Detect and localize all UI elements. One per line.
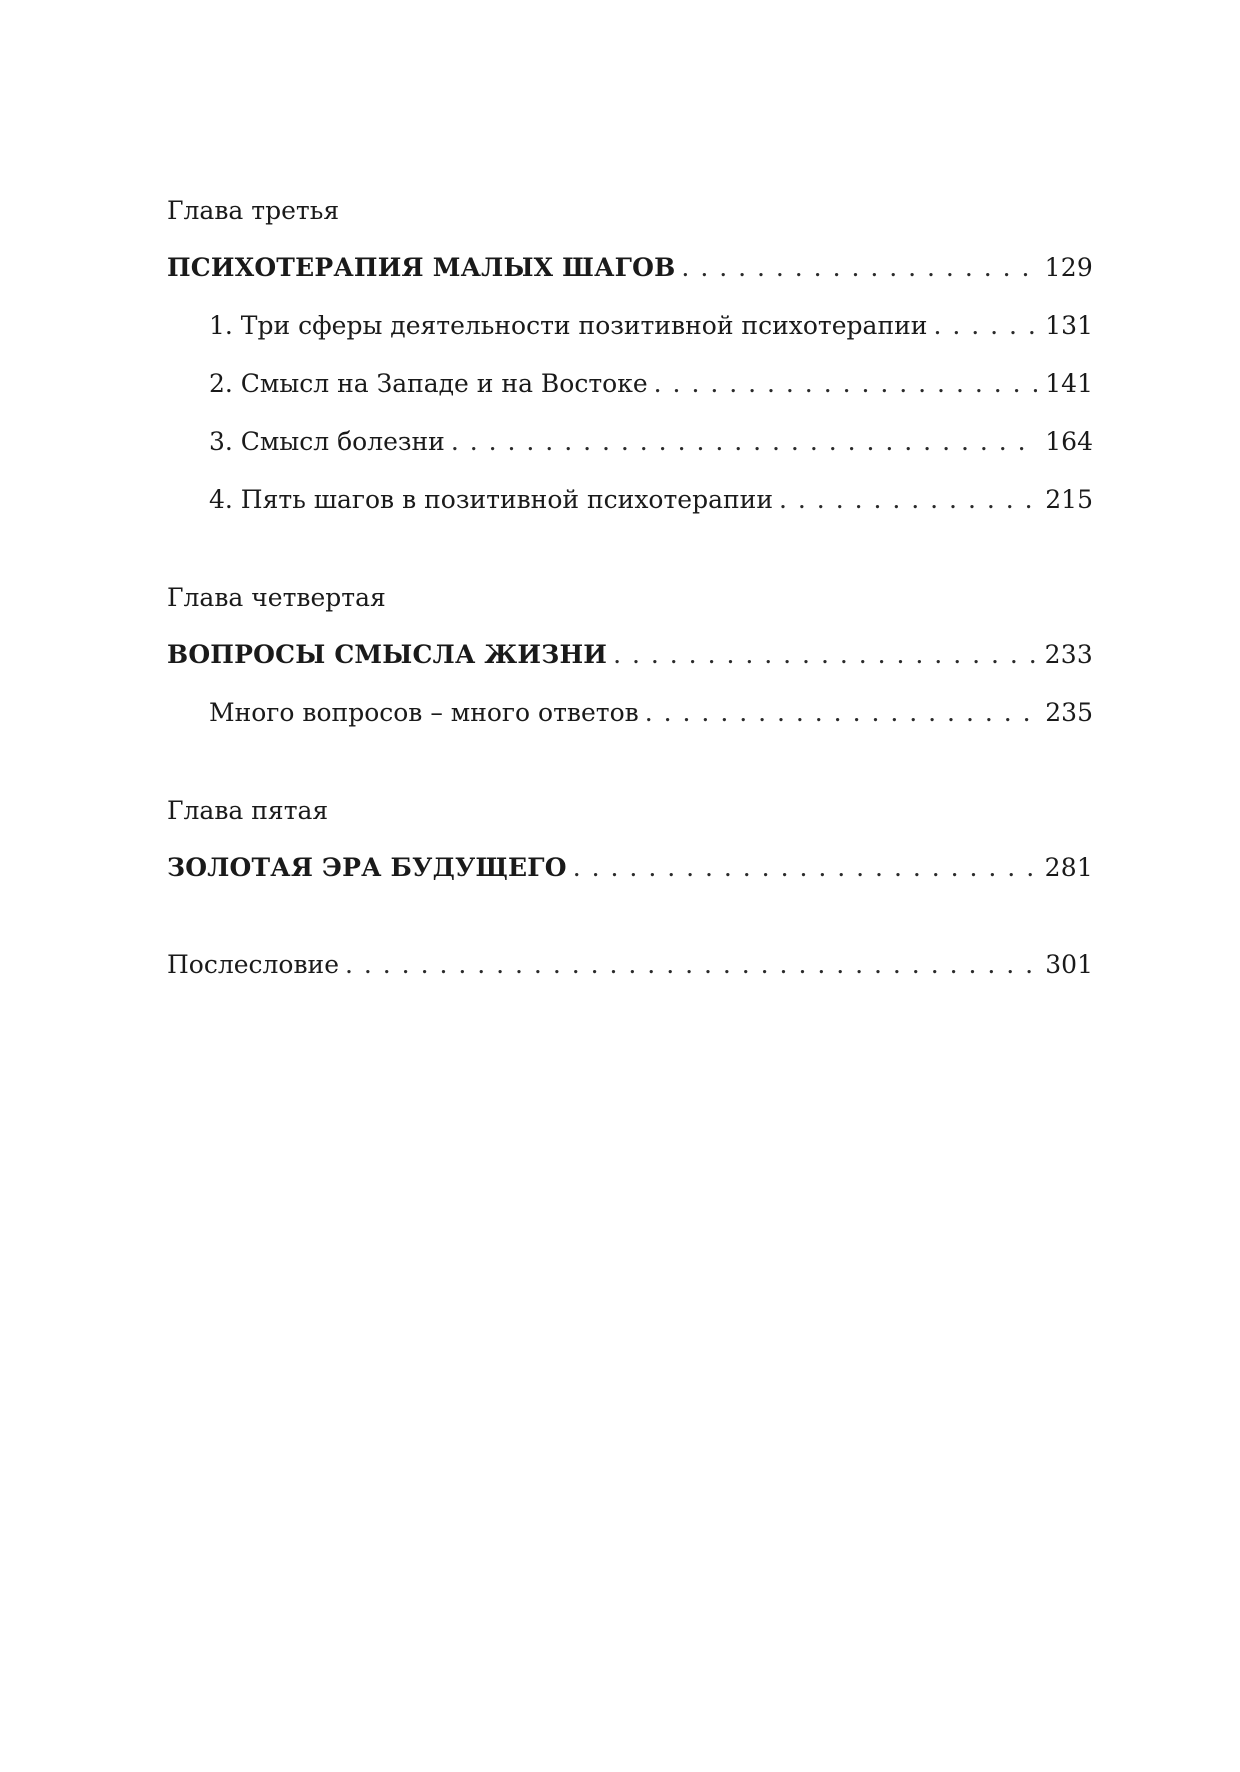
dot-leader xyxy=(645,698,1038,728)
section-title: Много вопросов – много ответов xyxy=(209,698,639,727)
page-number: 235 xyxy=(1045,698,1093,727)
dot-leader xyxy=(681,253,1036,283)
page-number: 281 xyxy=(1044,853,1093,882)
table-of-contents xyxy=(167,196,1093,980)
chapter-title-entry[interactable] xyxy=(167,253,1093,283)
section-entry[interactable] xyxy=(167,698,1093,728)
dot-leader xyxy=(654,369,1038,399)
chapter-title: ВОПРОСЫ СМЫСЛА ЖИЗНИ xyxy=(167,640,608,669)
section-title: 1. Три сферы деятельности позитивной психотерапии xyxy=(209,311,928,340)
section-entry[interactable] xyxy=(167,485,1093,515)
chapter-five xyxy=(167,796,1093,883)
dot-leader xyxy=(345,950,1037,980)
afterword-block xyxy=(167,950,1093,980)
chapter-title-entry[interactable] xyxy=(167,640,1093,670)
dot-leader xyxy=(613,640,1037,670)
section-title: 3. Смысл болезни xyxy=(209,427,445,456)
afterword-entry[interactable] xyxy=(167,950,1093,980)
chapter-title: ПСИХОТЕРАПИЯ МАЛЫХ ШАГОВ xyxy=(167,253,676,282)
page-number: 233 xyxy=(1044,640,1093,669)
chapter-title-entry[interactable] xyxy=(167,853,1093,883)
chapter-label: Глава пятая xyxy=(167,796,329,825)
chapter-title: ЗОЛОТАЯ ЭРА БУДУЩЕГО xyxy=(167,853,567,882)
page-number: 301 xyxy=(1045,950,1093,979)
dot-leader xyxy=(573,853,1037,883)
chapter-three xyxy=(167,196,1093,515)
dot-leader xyxy=(933,311,1037,341)
chapter-label: Глава четвертая xyxy=(167,583,386,612)
section-title: 4. Пять шагов в позитивной психотерапии xyxy=(209,485,774,514)
section-entry[interactable] xyxy=(167,427,1093,457)
section-title: 2. Смысл на Западе и на Востоке xyxy=(209,369,648,398)
page-number: 131 xyxy=(1045,311,1093,340)
page-number: 215 xyxy=(1045,485,1093,514)
dot-leader xyxy=(451,427,1037,457)
afterword-title: Послесловие xyxy=(167,950,339,979)
page-number: 141 xyxy=(1045,369,1093,398)
chapter-label: Глава третья xyxy=(167,196,340,225)
section-entry[interactable] xyxy=(167,311,1093,341)
section-entry[interactable] xyxy=(167,369,1093,399)
page-number: 129 xyxy=(1044,253,1093,282)
chapter-four xyxy=(167,583,1093,728)
dot-leader xyxy=(779,485,1037,515)
page-number: 164 xyxy=(1045,427,1093,456)
